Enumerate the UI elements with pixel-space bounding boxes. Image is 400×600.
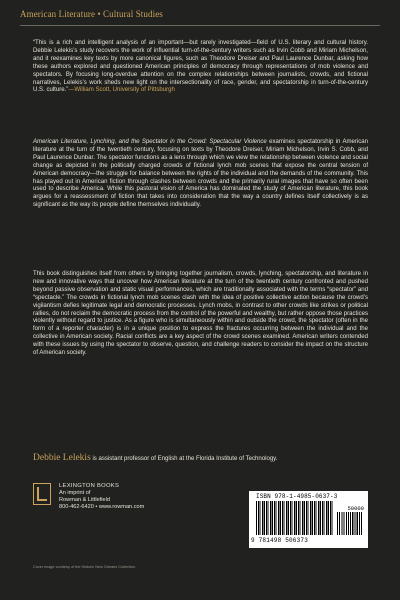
review-attribution: —William Scott, University of Pittsburgh [68, 87, 175, 94]
author-bio [33, 454, 368, 464]
description-paragraph-2: This book distinguishes itself from others by bringing together journalism, crowds, lynching, spectatorship, and literature in new and innovative ways that uncover how American literature at the turn of the twentieth century confronted and pushed beyond passive observation and static visual performances, which are traditionally associated with the terms “spectator” and “spectacle.” The crowds in fictional lynch mob scenes clash with the idea of positive collective action because the crowd’s vigilantism defies legitimate legal and democratic processes. Lynch mobs, in contrast to other crowds like strikes or political rallies, do not reclaim the democratic process from the control of the powerful and wealthy, but rather oppose those practices violently without regard to justice. As a figure who is simultaneously within and outside the crowd, the spectator (often in the form of a reporter character) is in a unique position to express the fractures occurring between the individual and the collective in American society. Racial conflicts are a key aspect of the crowd scenes examined. American writers contended with these issues by using the spectator to observe, question, and challenge readers to consider the impact on the structure of American society. [33, 271, 368, 357]
review-quote-text: “This is a rich and intelligent analysis of an important—but rarely investigated—field of U.S. literary and cultural history. Debbie Lelekis’s study recovers the work of influential turn-of-the-century writers such as Irvin Cobb and Miriam Michelson, and it reexamines key texts by more canonical figures, such as Theodore Dreiser and Paul Laurence Dunbar, asking how these authors explored and questioned American principles of democracy through representations of mob violence and spectators. By focusing long-overdue attention on the complex relationships between journalists, crowds, and fictional narratives, Lelekis’s work sheds new light on the intersectionality of race, gender, and spectatorship in turn-of-the-century U.S. culture.” [33, 40, 368, 94]
cover-credit: Cover image courtesy of the Historic New Orleans Collection. [33, 565, 136, 569]
author-bio-text: is assistant professor of English at the Florida Institute of Technology. [90, 456, 278, 462]
book-title: American Literature, Lynching, and the Spectator in the Crowd: Spectacular Violence [33, 139, 267, 145]
publisher-text [59, 483, 144, 511]
publisher-parent: Rowman & Littlefield [59, 497, 110, 503]
description-paragraph-1-text: examines spectatorship in American literature at the turn of the twentieth century, focusing on texts by Theodore Dreiser, Miriam Michelson, Irvin S. Cobb, and Paul Laurence Dunbar. The spectator functions as a lens through which we view the relationship between violence and social change as depicted in the politically charged crowds of fictional lynch mob scenes that expose the central tension of American democracy—the struggle for balance between the rights of the individual and the demands of the community. This has played out in American fiction through clashes between crowds and the primarily rural images that have so often been used to describe America. While this pastoral vision of America has dominated the study of American literature, this book argues for a reassessment of fiction that takes into consideration that the way a country defines itself collectively is as significant as the way its people define themselves individually. [33, 139, 368, 209]
barcode [249, 491, 368, 548]
barcode-digits: 9 781498 506373 [251, 537, 309, 544]
publisher-contact: 800-462-6420 • www.rowman.com [59, 504, 145, 510]
header-divider [20, 25, 380, 26]
publisher-imprint-line: An imprint of [59, 490, 91, 496]
barcode-bars [256, 501, 333, 535]
lexington-logo-icon [33, 483, 51, 505]
price-code: 50000 [347, 505, 364, 512]
publisher-block [33, 483, 173, 543]
description-paragraph-1 [33, 139, 368, 210]
review-quote [33, 40, 368, 95]
series-header: American Literature • Cultural Studies [20, 9, 163, 19]
isbn-label: ISBN 978-1-4985-0637-3 [256, 493, 338, 500]
author-name: Debbie Lelekis [33, 453, 91, 463]
publisher-name: LEXINGTON BOOKS [59, 483, 120, 489]
barcode-addon-bars [337, 512, 363, 535]
